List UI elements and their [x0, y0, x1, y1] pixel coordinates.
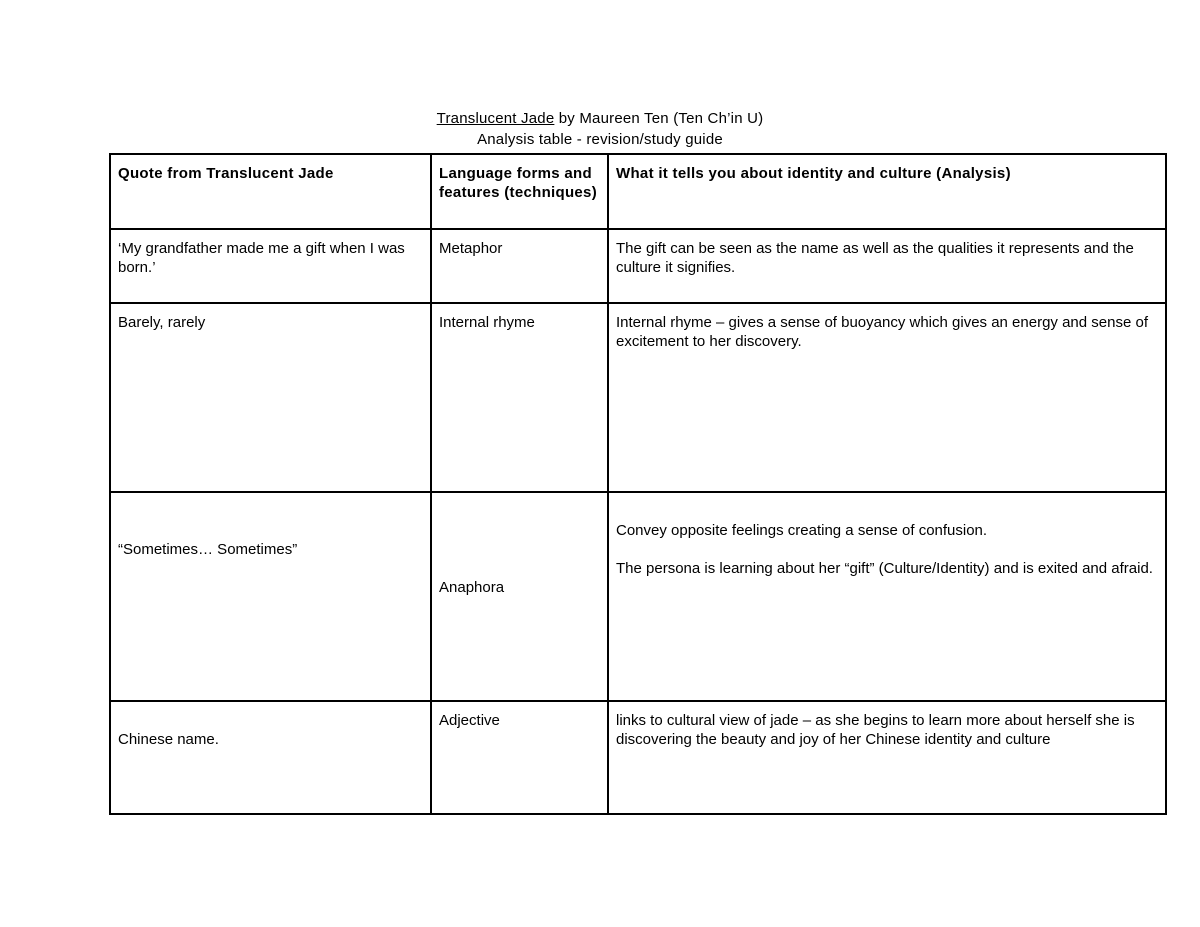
table-header-row	[110, 154, 1166, 229]
technique-cell: Internal rhyme	[431, 303, 608, 492]
quote-cell: ‘My grandfather made me a gift when I was born.’	[110, 229, 431, 303]
analysis-text: links to cultural view of jade – as she begins to learn more about herself she is discovering the beauty and joy of her Chinese identity and culture	[616, 712, 1135, 748]
table-row	[110, 303, 1166, 492]
analysis-cell	[608, 229, 1166, 303]
quote-cell: “Sometimes… Sometimes”	[110, 492, 431, 701]
analysis-text: The persona is learning about her “gift” (Culture/Identity) and is exited and afraid.	[616, 560, 1153, 577]
table-row	[110, 701, 1166, 814]
table-row	[110, 492, 1166, 701]
technique-cell: Anaphora	[431, 492, 608, 701]
analysis-cell	[608, 701, 1166, 814]
header-quote: Quote from Translucent Jade	[110, 154, 431, 229]
poem-title: Translucent Jade	[436, 110, 555, 127]
document-title-line	[0, 109, 1200, 129]
paragraph-gap	[616, 540, 1159, 559]
quote-cell: Barely, rarely	[110, 303, 431, 492]
analysis-text: Convey opposite feelings creating a sense of confusion.	[616, 522, 988, 539]
table-row	[110, 229, 1166, 303]
analysis-cell	[608, 303, 1166, 492]
header-technique: Language forms and features (techniques)	[431, 154, 608, 229]
document-subtitle: Analysis table - revision/study guide	[477, 131, 723, 148]
analysis-text: The gift can be seen as the name as well as the qualities it represents and the culture it signifies.	[616, 240, 1134, 276]
analysis-table	[109, 153, 1167, 815]
analysis-text: Internal rhyme – gives a sense of buoyancy which gives an energy and sense of excitement to her discovery.	[616, 314, 1148, 350]
author-byline: by Maureen Ten (Ten Ch’in U)	[554, 110, 764, 127]
technique-cell: Metaphor	[431, 229, 608, 303]
analysis-cell	[608, 492, 1166, 701]
header-analysis: What it tells you about identity and culture (Analysis)	[608, 154, 1166, 229]
technique-cell: Adjective	[431, 701, 608, 814]
quote-cell: Chinese name.	[110, 701, 431, 814]
